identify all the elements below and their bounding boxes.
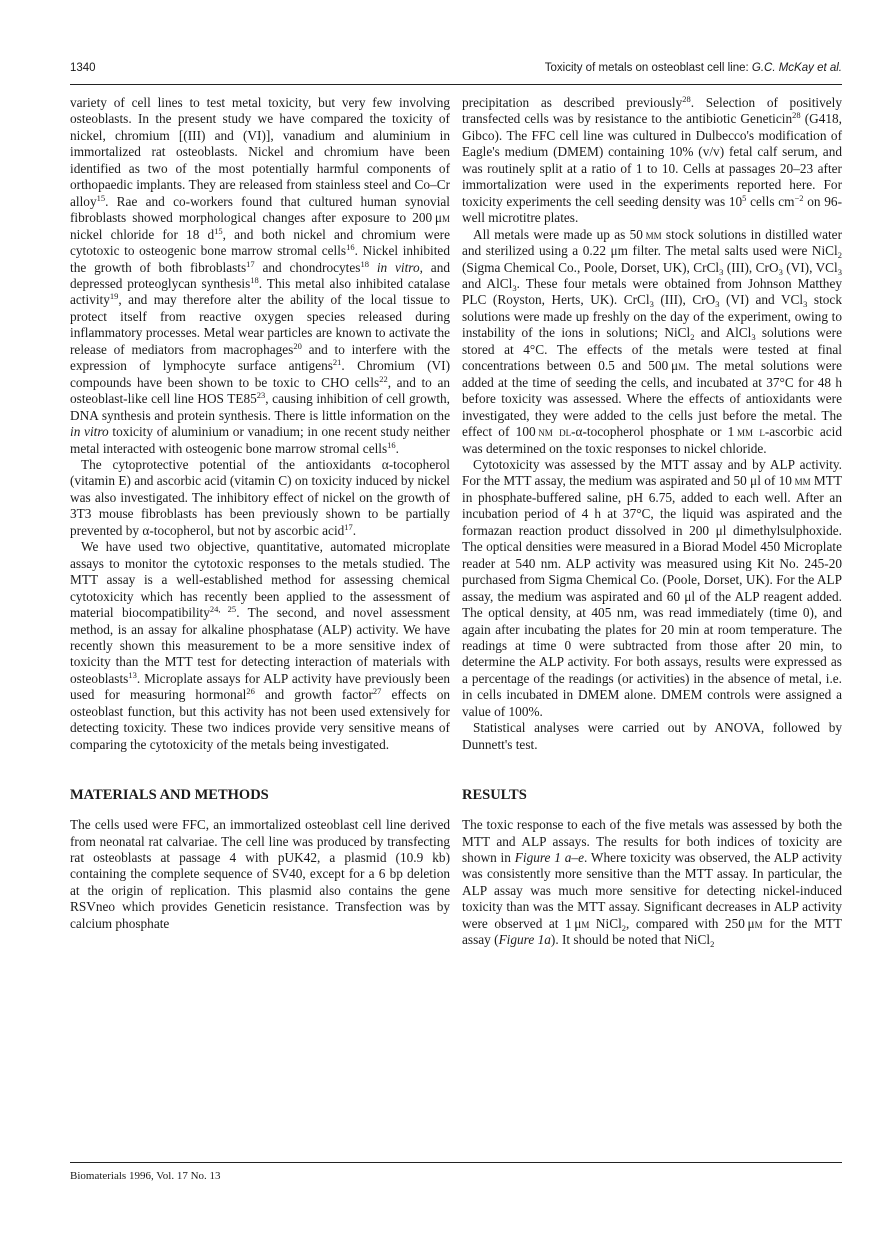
results-paragraph-1: The toxic response to each of the five metals was assessed by both the MTT and ALP assays. The results for both indices of toxicity are shown in Figure 1 a–e. Where toxicity was observed, the ALP activity was consistently more sensitive than the MTT assay. In particular, the ALP assay was much more sensitive for detecting nickel-induced toxicity than was the MTT assay. Significant decreases in ALP activity were observed at 1 μm NiCl$_2$, compared with 250 μm for the MTT assay (Figure 1a). It should be noted that NiCl$_2$ (462, 817, 843, 950)
footer-rule (70, 1162, 842, 1163)
running-header (70, 62, 842, 78)
methods-paragraph-1: The cells used were FFC, an immortalized osteoblast cell line derived from neonatal rat calvariae. The cell line was produced by transfecting rat osteoblasts at passage 4 with pUK42, a plasmid (10.9 kb) containing the complete sequence of SV40, except for a 6 bp deletion at the origin of replication. This plasmid also contains the gene RSVneo which provides Geneticin resistance. Transfection was by calcium phosphate (70, 817, 450, 931)
section-heading-materials-methods: MATERIALS AND METHODS (70, 787, 269, 804)
page-number: 1340 (70, 62, 96, 74)
left-column (70, 95, 450, 932)
section-heading-results: RESULTS (462, 787, 527, 804)
methods-paragraph-3: All metals were made up as 50 mm stock solutions in distilled water and sterilized using a 0.22 μm filter. The metal salts used were NiCl$_2$ (Sigma Chemical Co., Poole, Dorset, UK), CrCl$_3$ (III), CrO$_3$ (VI), VCl$_3$ and AlCl$_3$. These four metals were obtained from Johnson Matthey PLC (Royston, Herts, UK). CrCl$_3$ (III), CrO$_3$ (VI) and VCl$_3$ stock solutions were made up freshly on the day of the experiment, owing to instability of the ions in solutions; NiCl$_2$ and AlCl$_3$ solutions were stored at 4°C. The effects of the metals were tested at final concentrations between 0.5 and 500 μm. The metal solutions were added at the time of seeding the cells, and incubated at 37°C for 48 h before toxicity was assessed. Where the effects of antioxidants were investigated, they were added to the cells just before the metal. The effect of 100 nm dl-α-tocopherol phosphate or 1 mm l-ascorbic acid was determined on the toxic responses to nickel chloride. (462, 226, 842, 456)
methods-paragraph-4: Cytotoxicity was assessed by the MTT assay and by ALP activity. For the MTT assay, the medium was aspirated and 50 μl of 10 mm MTT in phosphate-buffered saline, pH 6.75, added to each well. After an incubation period of 4 h at 37°C, the liquid was aspirated and the formazan reaction product dissolved in 200 μl dimethylsulphoxide. The optical densities were measured in a Biorad Model 450 Microplate reader at 540 nm. ALP activity was measured using Kit No. 245-20 purchased from Sigma Chemical Co. (Poole, Dorset, UK). For the ALP assay, the medium was aspirated and 60 μl of the ALP reagent added. The optical density, at 405 nm, was read immediately (time 0), and again after incubating the plates for 20 min at room temperature. The readings at time 0 were subtracted from those after 20 min, to determine the ALP activity. For both assays, results were expressed as a percentage of the readings (or activities) in the absence of metal, i.e. in cells incubated in DMEM alone. DMEM controls were assigned a value of 100%. (462, 456, 842, 719)
intro-paragraph-3: We have used two objective, quantitative, automated microplate assays to monitor the cytotoxic responses to the metals studied. The MTT assay is a well-established method for assessing chemical cytotoxicity which has recently been applied to the assessment of material biocompatibility$^{24, 25}$. The second, and novel assessment method, is an assay for alkaline phosphatase (ALP) activity. We have recently shown this measurement to be a more sensitive index of toxicity than the MTT test for detecting interaction of materials with osteoblasts$^{13}$. Microplate assays for ALP activity have previously been used for measuring hormonal$^{26}$ and growth factor$^{27}$ effects on osteoblast function, but this activity has not been used extensively for detecting toxicity. These two indices provide very sensitive means of comparing the cytotoxicity of the metals being investigated. (70, 539, 451, 752)
running-title-text: Toxicity of metals on osteoblast cell line: (544, 62, 752, 74)
header-rule (70, 84, 842, 85)
intro-paragraph-2: The cytoprotective potential of the antioxidants α-tocopherol (vitamin E) and ascorbic acid (vitamin C) on toxicity induced by nickel was also investigated. The inhibitory effect of nickel on the growth of 3T3 mouse fibroblasts has been previously shown to be partially prevented by α-tocopherol, but not by ascorbic acid$^{17}$. (70, 456, 450, 538)
running-authors: G.C. McKay et al. (751, 62, 842, 74)
methods-paragraph-5: Statistical analyses were carried out by ANOVA, followed by Dunnett's test. (462, 720, 842, 752)
journal-citation: Biomaterials 1996, Vol. 17 No. 13 (70, 1170, 221, 1182)
running-title (545, 62, 842, 74)
methods-paragraph-2: precipitation as described previously$^{28}$. Selection of positively transfected cells was by resistance to the antibiotic Geneticin$^{28}$ (G418, Gibco). The FFC cell line was cultured in Dulbecco's modification of Eagle's medium (DMEM) containing 10% (v/v) fetal calf serum, and was routinely split at a ratio of 1 to 10. Cells at passages 20–23 after immortalization were used in the experiments reported here. For toxicity experiments the cell seeding density was $10^5$ cells $cm^{-2}$ on 96-well microtitre plates. (462, 94, 843, 226)
right-column (462, 95, 842, 949)
intro-paragraph-1: variety of cell lines to test metal toxicity, but very few involving osteoblasts. In the present study we have compared the toxicity of nickel, chromium [(III) and (VI)], vanadium and aluminium in immortalized rat osteoblasts. Nickel and chromium have been identified as two of the most potentially harmful components of orthopaedic implants. They are released from stainless steel and Co–Cr alloy$^{15}$. Rae and co-workers found that cultured human synovial fibroblasts showed morphological changes after exposure to 200 μm nickel chloride for 18 $d^{15}$, and both nickel and chromium were cytotoxic to osteogenic bone marrow stromal cells$^{16}$. Nickel inhibited the growth of both fibroblasts$^{17}$ and chondrocytes$^{18}$ in vitro, and depressed proteoglycan synthesis$^{18}$. This metal also inhibited catalase activity$^{19}$, and may therefore alter the ability of the local tissue to protect itself from reactive oxygen species released during inflammatory processes. Metal wear particles are known to activate the release of mediators from macrophages$^{20}$ and to interfere with the expression of lymphocyte surface antigens$^{21}$. Chromium (VI) compounds have been shown to be toxic to CHO cells$^{22}$, and to an osteoblast-like cell line HOS $TE85^{23}$, causing inhibition of cell growth, DNA synthesis and protein synthesis. There is little information on the in vitro toxicity of aluminium or vanadium; in one recent study neither metal interacted with osteogenic bone marrow stromal cells$^{16}$. (70, 95, 451, 456)
